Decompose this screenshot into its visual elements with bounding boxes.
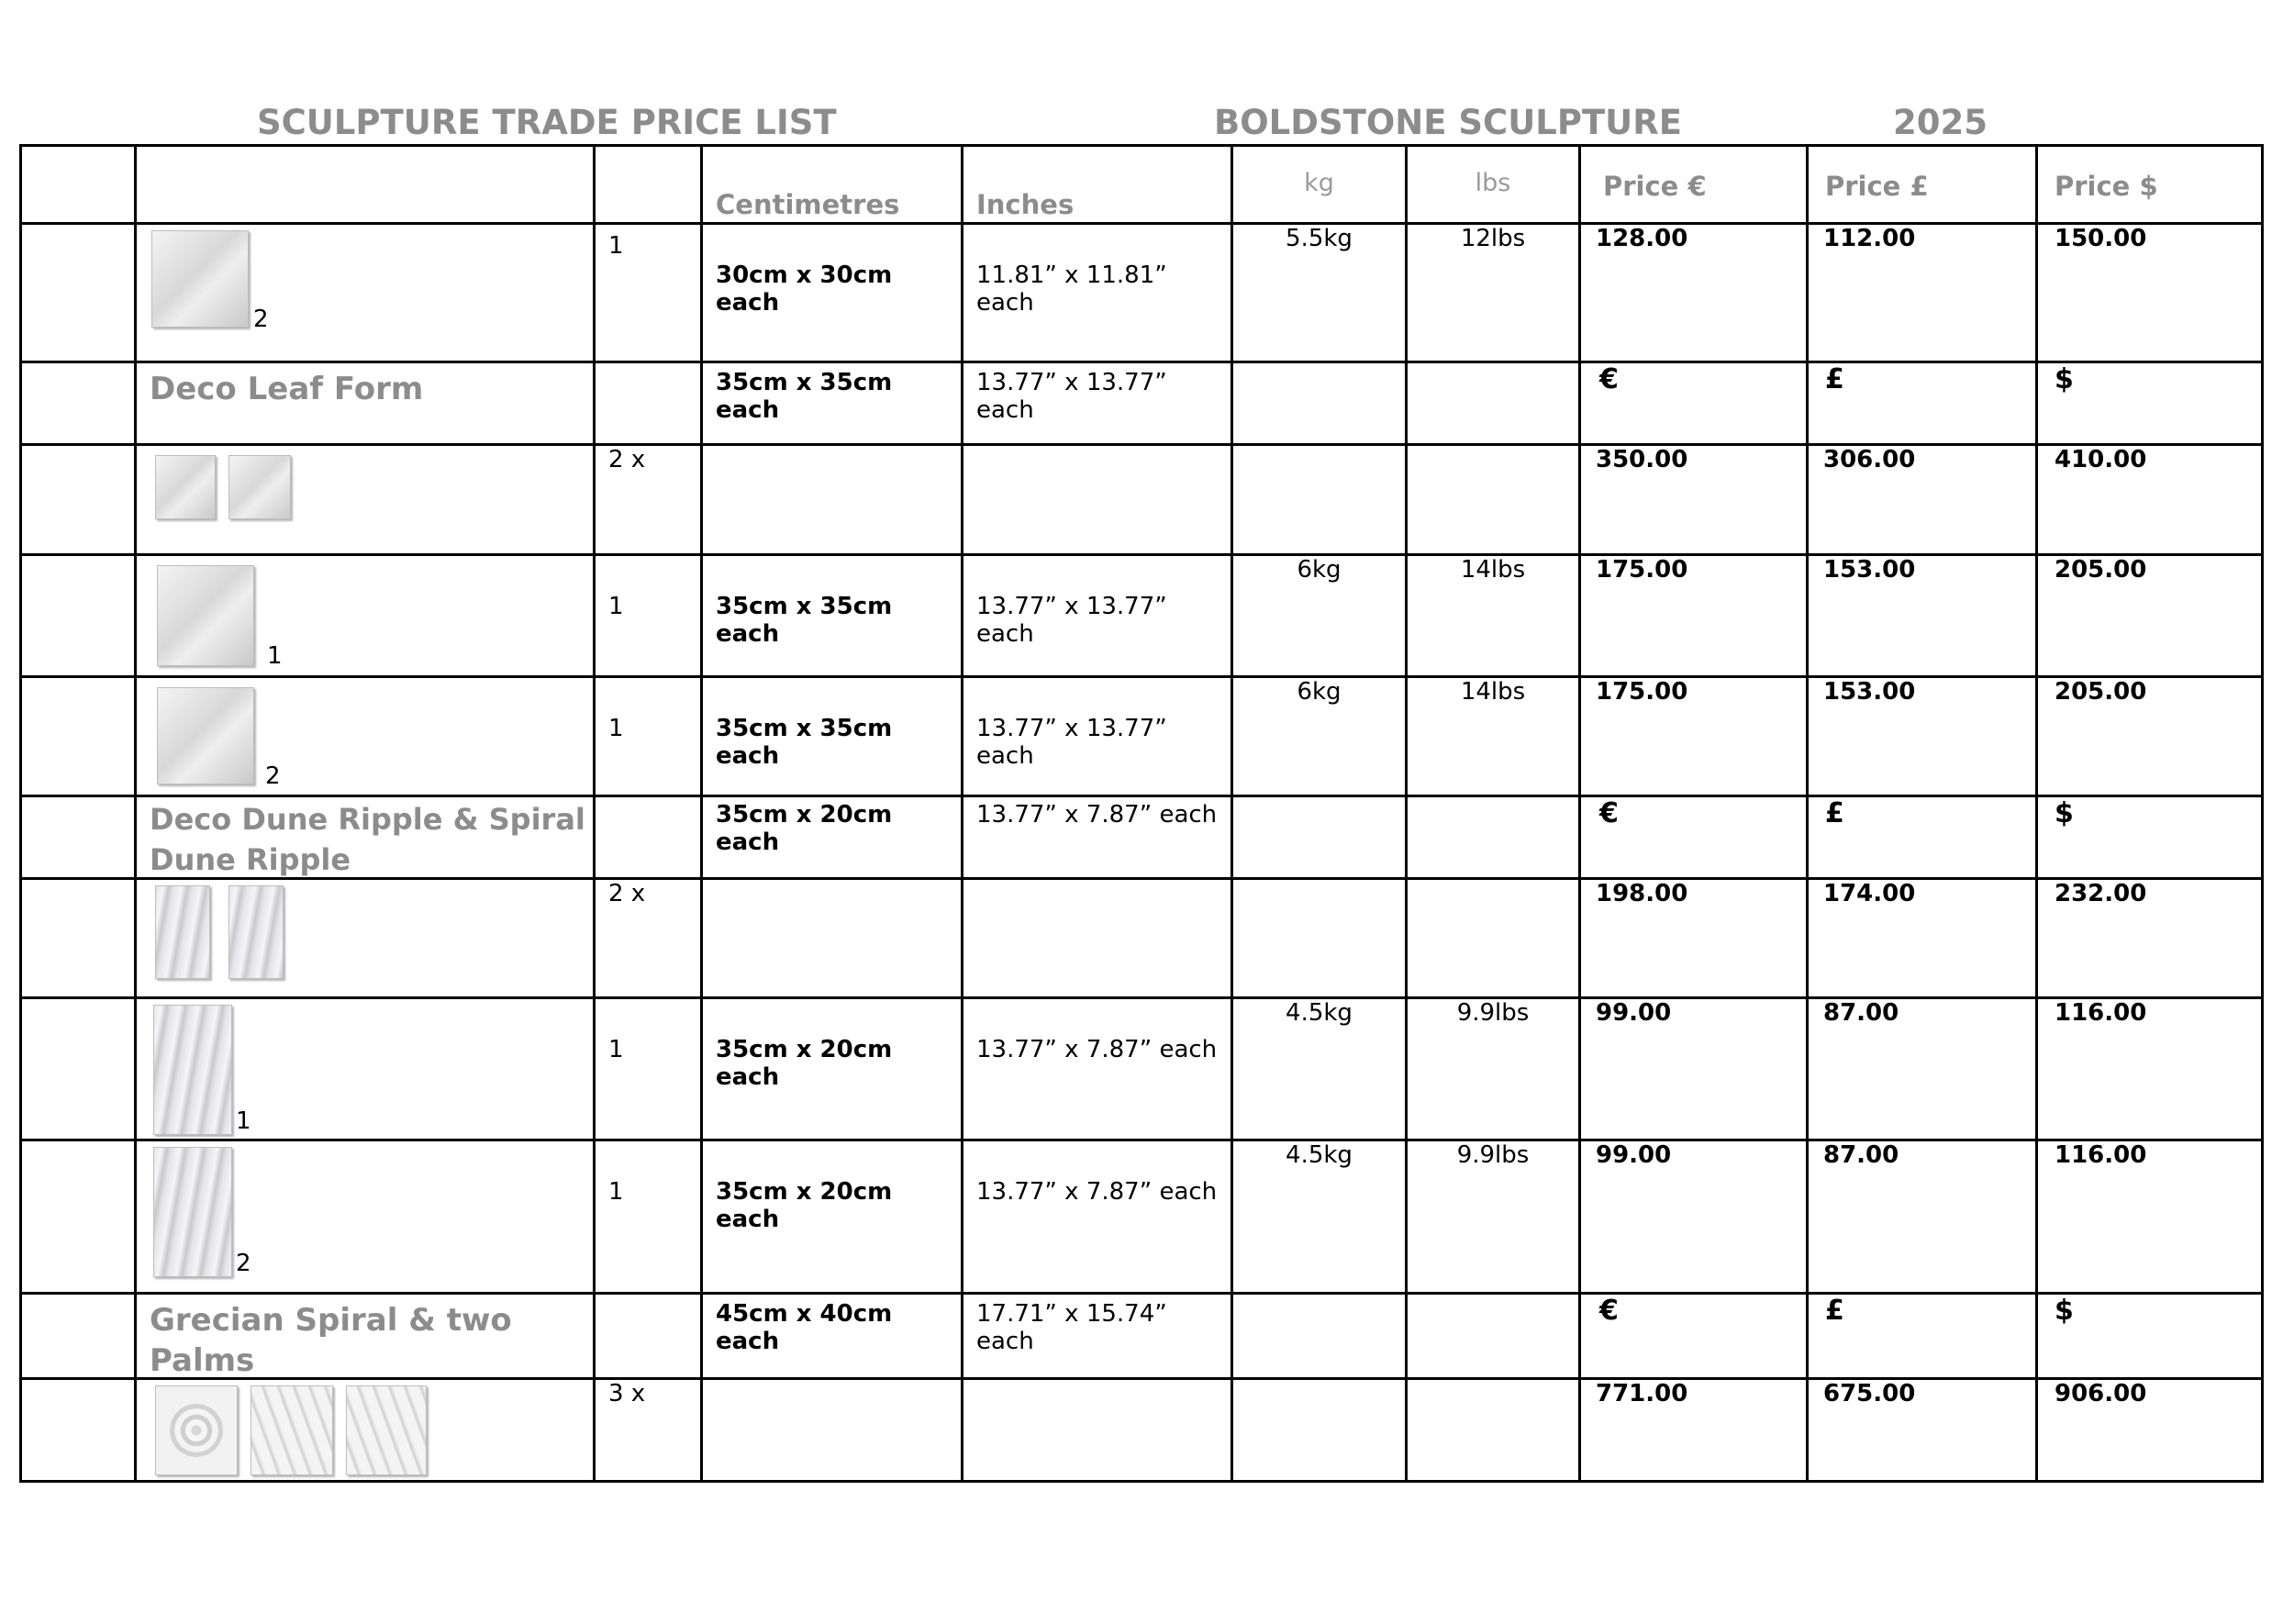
- size-cm-cell: 35cm x 20cm each: [716, 1036, 893, 1091]
- palm-tile-thumbnail: [346, 1385, 427, 1475]
- table-row: [21, 555, 2263, 677]
- size-cm-cell: 35cm x 35cm each: [716, 593, 893, 648]
- header-cell-inches: [963, 146, 1232, 224]
- thumbnail-number: 2: [265, 762, 281, 790]
- price-usd-cell: 116.00: [2055, 999, 2147, 1027]
- section-row: [21, 796, 2263, 879]
- price-eur-cell: 198.00: [1596, 880, 1688, 907]
- leaf-tile-thumbnail: [157, 687, 254, 784]
- weight-kg-cell: 6kg: [1297, 556, 1342, 584]
- size-inches-cell: 13.77” x 7.87” each: [976, 1036, 1218, 1063]
- leaf-tile-thumbnail: [151, 230, 249, 328]
- qty-cell: 1: [608, 232, 624, 260]
- currency-symbol-eur: €: [1599, 797, 1619, 829]
- column-header-cm: Centimetres: [716, 189, 900, 220]
- column-header-inches: Inches: [976, 189, 1075, 220]
- section-row: [21, 362, 2263, 445]
- price-list-year: 2025: [1893, 103, 1988, 142]
- price-eur-cell: 128.00: [1596, 225, 1688, 252]
- company-name: BOLDSTONE SCULPTURE: [1214, 103, 1682, 142]
- dune-spiral-thumbnail: [153, 1147, 232, 1277]
- thumbnail-number: 1: [267, 642, 283, 670]
- header-cell-lbs: [1407, 146, 1580, 224]
- qty-cell: 1: [608, 1036, 624, 1063]
- leaf-tile-thumbnail: [157, 565, 254, 666]
- header-cell-image: [136, 146, 595, 224]
- currency-symbol-eur: €: [1599, 1295, 1619, 1327]
- palm-tile-thumbnail: [251, 1385, 333, 1475]
- price-gbp-cell: 87.00: [1823, 1141, 1899, 1169]
- size-cm-cell: 35cm x 20cm each: [716, 1178, 893, 1233]
- size-inches-cell: 11.81” x 11.81” each: [976, 261, 1167, 317]
- column-header-price-eur: Price €: [1603, 171, 1707, 202]
- qty-cell: 2 x: [608, 446, 646, 473]
- qty-cell: 3 x: [608, 1380, 646, 1407]
- table-row: [21, 445, 2263, 555]
- currency-symbol-eur: €: [1599, 363, 1619, 395]
- header-cell-eur: [1580, 146, 1808, 224]
- price-eur-cell: 175.00: [1596, 556, 1688, 584]
- column-header-price-usd: Price $: [2055, 171, 2158, 202]
- size-cm-cell: 45cm x 40cm each: [716, 1300, 893, 1355]
- price-gbp-cell: 153.00: [1823, 556, 1916, 584]
- table-header-row: [21, 146, 2263, 224]
- weight-lbs-cell: 14lbs: [1460, 678, 1526, 706]
- weight-lbs-cell: 9.9lbs: [1456, 1141, 1530, 1169]
- price-eur-cell: 771.00: [1596, 1380, 1688, 1407]
- table-row: [21, 998, 2263, 1140]
- section-row: [21, 1294, 2263, 1379]
- price-usd-cell: 205.00: [2055, 678, 2147, 706]
- weight-kg-cell: 6kg: [1297, 678, 1342, 706]
- product-name-line-1: Deco Dune Ripple & Spiral: [150, 802, 585, 837]
- column-header-price-gbp: Price £: [1825, 171, 1929, 202]
- dune-ripple-thumbnail: [155, 885, 210, 979]
- header-cell-qty: [595, 146, 702, 224]
- price-usd-cell: 410.00: [2055, 446, 2147, 473]
- price-eur-cell: 175.00: [1596, 678, 1688, 706]
- price-gbp-cell: 306.00: [1823, 446, 1916, 473]
- weight-lbs-cell: 9.9lbs: [1456, 999, 1530, 1027]
- size-inches-cell: 17.71” x 15.74” each: [976, 1300, 1167, 1355]
- price-eur-cell: 99.00: [1596, 1141, 1672, 1169]
- header-cell-blank: [21, 146, 136, 224]
- thumbnail-number: 1: [236, 1107, 251, 1135]
- weight-kg-cell: 5.5kg: [1286, 225, 1353, 252]
- size-inches-cell: 13.77” x 13.77” each: [976, 715, 1167, 770]
- size-cm-cell: 35cm x 20cm each: [716, 801, 893, 856]
- price-list-title: SCULPTURE TRADE PRICE LIST: [257, 103, 837, 142]
- product-name: Grecian Spiral & two Palms: [150, 1302, 512, 1379]
- weight-kg-cell: 4.5kg: [1286, 999, 1353, 1027]
- thumbnail-number: 2: [253, 306, 269, 333]
- currency-symbol-gbp: £: [1825, 797, 1844, 829]
- product-name: Deco Leaf Form: [150, 371, 424, 407]
- product-name-line-2: Dune Ripple: [150, 842, 351, 877]
- table-row: [21, 677, 2263, 796]
- table-row: [21, 1379, 2263, 1482]
- currency-symbol-gbp: £: [1825, 363, 1844, 395]
- price-usd-cell: 232.00: [2055, 880, 2147, 907]
- price-eur-cell: 99.00: [1596, 999, 1672, 1027]
- header-cell-cm: [702, 146, 963, 224]
- weight-lbs-cell: 12lbs: [1460, 225, 1526, 252]
- qty-cell: 1: [608, 1178, 624, 1206]
- qty-cell: 1: [608, 715, 624, 742]
- column-header-lbs: lbs: [1475, 169, 1511, 197]
- price-table: [19, 144, 2264, 1483]
- qty-cell: 2 x: [608, 880, 646, 907]
- leaf-tile-thumbnail: [228, 455, 291, 519]
- price-eur-cell: 350.00: [1596, 446, 1688, 473]
- currency-symbol-gbp: £: [1825, 1295, 1844, 1327]
- qty-cell: 1: [608, 593, 624, 620]
- leaf-tile-thumbnail: [155, 455, 216, 519]
- price-gbp-cell: 87.00: [1823, 999, 1899, 1027]
- price-usd-cell: 116.00: [2055, 1141, 2147, 1169]
- dune-spiral-thumbnail: [228, 885, 284, 979]
- product-name: [150, 799, 585, 880]
- dune-ripple-thumbnail: [153, 1005, 232, 1135]
- header-cell-kg: [1232, 146, 1407, 224]
- table-row: [21, 879, 2263, 998]
- thumbnail-number: 2: [236, 1250, 251, 1277]
- price-gbp-cell: 112.00: [1823, 225, 1916, 252]
- size-inches-cell: 13.77” x 7.87” each: [976, 1178, 1218, 1206]
- size-cm-cell: 35cm x 35cm each: [716, 715, 893, 770]
- header-cell-usd: [2037, 146, 2263, 224]
- table-row: [21, 224, 2263, 362]
- currency-symbol-usd: $: [2055, 1295, 2074, 1327]
- currency-symbol-usd: $: [2055, 797, 2074, 829]
- price-gbp-cell: 153.00: [1823, 678, 1916, 706]
- header-cell-gbp: [1808, 146, 2037, 224]
- price-usd-cell: 150.00: [2055, 225, 2147, 252]
- size-inches-cell: 13.77” x 13.77” each: [976, 593, 1167, 648]
- size-cm-cell: 35cm x 35cm each: [716, 369, 893, 424]
- table-row: [21, 1140, 2263, 1294]
- price-gbp-cell: 174.00: [1823, 880, 1916, 907]
- size-inches-cell: 13.77” x 13.77” each: [976, 369, 1167, 424]
- price-usd-cell: 906.00: [2055, 1380, 2147, 1407]
- size-inches-cell: 13.77” x 7.87” each: [976, 801, 1218, 829]
- column-header-kg: kg: [1304, 169, 1334, 197]
- currency-symbol-usd: $: [2055, 363, 2074, 395]
- price-usd-cell: 205.00: [2055, 556, 2147, 584]
- grecian-spiral-thumbnail: [155, 1385, 238, 1475]
- price-gbp-cell: 675.00: [1823, 1380, 1916, 1407]
- weight-lbs-cell: 14lbs: [1460, 556, 1526, 584]
- weight-kg-cell: 4.5kg: [1286, 1141, 1353, 1169]
- size-cm-cell: 30cm x 30cm each: [716, 261, 893, 317]
